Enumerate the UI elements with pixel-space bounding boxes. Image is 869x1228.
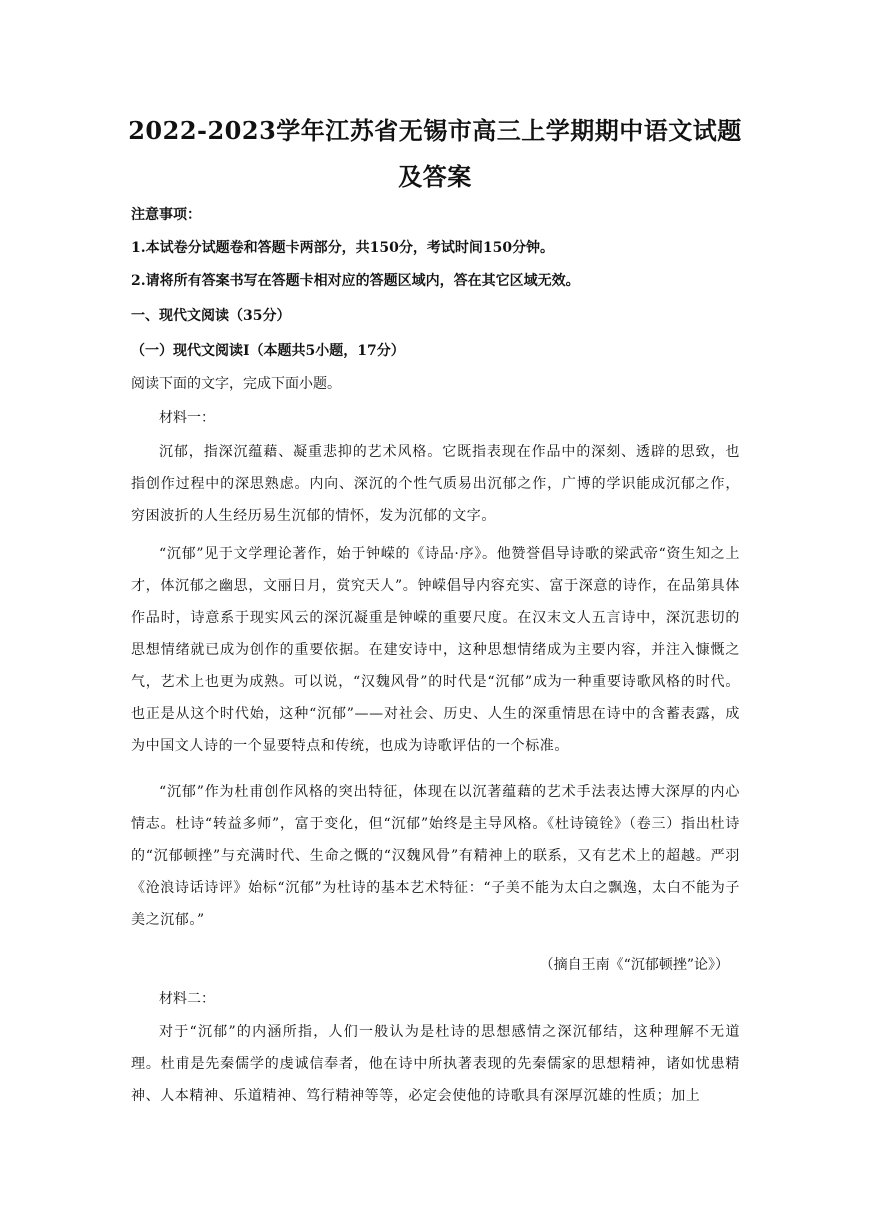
material-1-source: （摘自王南《“沉郁顿挫”论》） — [539, 957, 729, 973]
reading-instruction: 阅读下面的文字，完成下面小题。 — [131, 376, 341, 392]
material-1-label: 材料一： — [159, 410, 215, 426]
notice-item-2: 2.请将所有答案书写在答题卡相对应的答题区域内，答在其它区域无效。 — [131, 273, 580, 289]
notice-heading: 注意事项： — [131, 207, 201, 223]
document-title: 2022-2023学年江苏省无锡市高三上学期期中语文试题及答案 — [128, 116, 742, 191]
notice-item-1: 1.本试卷分试题卷和答题卡两部分，共150分，考试时间150分钟。 — [131, 240, 555, 256]
material-1-paragraph-2: “沉郁”见于文学理论著作，始于钟嵘的《诗品·序》。他赞誉倡导诗歌的梁武帝“资生知之上才，体沉郁之幽思，文丽日月，赏究天人”。钟嵘倡导内容充实、富于深意的诗作，在品第具体作品时，诗意系于现实风云的深沉凝重是钟嵘的重要尺度。在汉末文人五言诗中，深沉悲切的思想情绪就已成为创作的重要依据。在建安诗中，这种思想情绪成为主要内容，并注入慷慨之气，艺术上也更为成熟。可以说，“汉魏风骨”的时代是“沉郁”成为一种重要诗歌风格的时代。也正是从这个时代始，这种“沉郁”——对社会、历史、人生的深重情思在诗中的含蓄表露，成为中国文人诗的一个显要特点和传统，也成为诗歌评估的一个标准。 — [131, 546, 740, 754]
material-2-label: 材料二： — [159, 991, 215, 1007]
material-1-paragraph-3: “沉郁”作为杜甫创作风格的突出特征，体现在以沉著蕴藉的艺术手法表达博大深厚的内心情志。杜诗“转益多师”，富于变化，但“沉郁”始终是主导风格。《杜诗镜铨》（卷三）指出杜诗的“沉郁顿挫”与充满时代、生命之慨的“汉魏风骨”有精神上的联系，又有艺术上的超越。严羽《沧浪诗话诗评》始标“沉郁”为杜诗的基本艺术特征：“子美不能为太白之飘逸，太白不能为子美之沉郁。” — [131, 784, 740, 928]
material-1-paragraph-1: 沉郁，指深沉蕴藉、凝重悲抑的艺术风格。它既指表现在作品中的深刻、透辟的思致，也指创作过程中的深思熟虑。内向、深沉的个性气质易出沉郁之作，广博的学识能成沉郁之作，穷困波折的人生经历易生沉郁的情怀，发为沉郁的文字。 — [131, 444, 740, 524]
subsection-heading: （一）现代文阅读I（本题共5小题，17分） — [131, 343, 405, 359]
material-2-paragraph-1: 对于“沉郁”的内涵所指，人们一般认为是杜诗的思想感情之深沉郁结，这种理解不无道理。杜甫是先秦儒学的虔诚信奉者，他在诗中所执著表现的先秦儒家的思想精神，诸如忧患精神、人本精神、乐道精神、笃行精神等等，必定会使他的诗歌具有深厚沉雄的性质；加上 — [131, 1024, 740, 1104]
section-heading: 一、现代文阅读（35分） — [131, 308, 291, 324]
